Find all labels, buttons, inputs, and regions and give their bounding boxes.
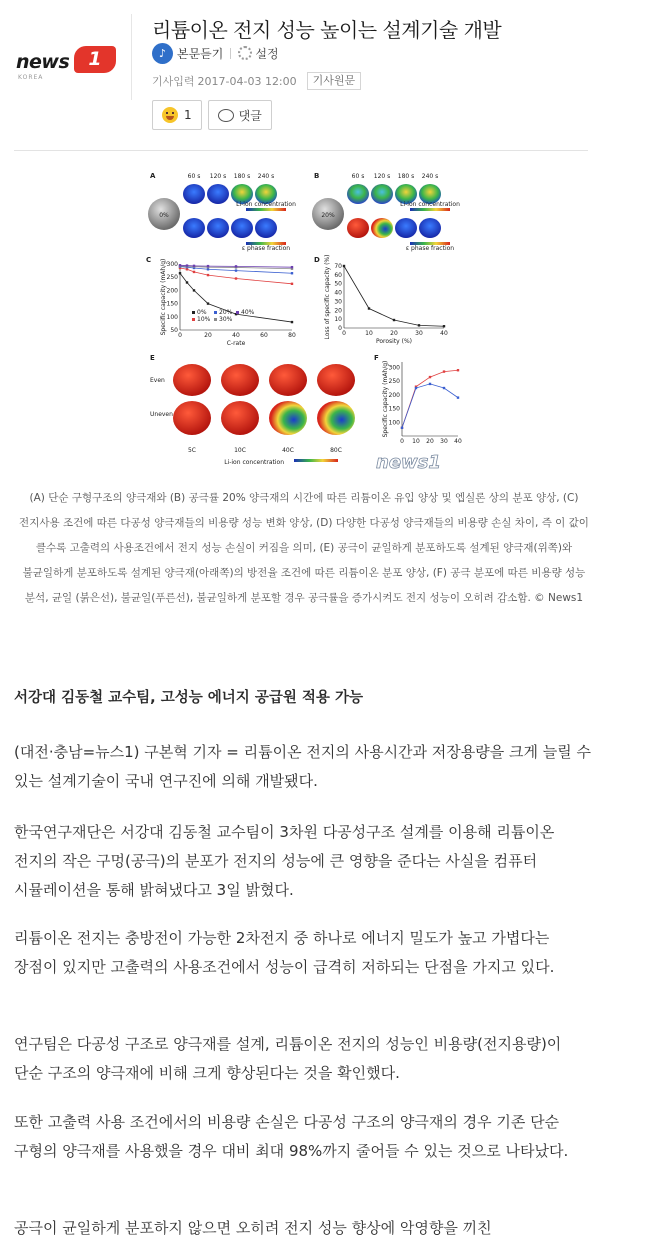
data-point	[291, 266, 293, 268]
even-sphere	[173, 364, 211, 396]
data-point	[235, 277, 237, 279]
logo-word: news	[16, 51, 70, 73]
body-paragraph-6: 공극이 균일하게 분포하지 않으면 오히려 전지 성능 향상에 악영향을 끼친	[14, 1219, 492, 1235]
x-tick-label: 30	[440, 438, 448, 445]
article-figure	[144, 166, 472, 478]
data-point	[443, 387, 445, 389]
legend-label: 0%	[197, 309, 207, 316]
data-point	[429, 383, 431, 385]
settings-button[interactable]: 설정	[255, 46, 279, 61]
reaction-count: 1	[184, 108, 192, 122]
y-axis-label: Specific capacity (mAh/g)	[160, 258, 167, 336]
data-point	[179, 264, 181, 266]
body-paragraph-1: (대전·충남=뉴스1) 구본혁 기자 = 리튬이온 전지의 사용시간과 저장용량을 크게 늘릴 수 있는 설계기술이 국내 연구진에 의해 개발됐다.	[14, 743, 592, 790]
even-sphere	[317, 364, 355, 396]
article-tools	[152, 42, 279, 64]
logo-one: 1	[74, 46, 116, 73]
data-point	[207, 268, 209, 270]
reaction-bar	[152, 100, 278, 130]
panel-a-li-sphere	[183, 184, 205, 204]
x-tick-label: 0	[400, 438, 404, 445]
legend-label: 30%	[219, 316, 233, 323]
x-tick-label: 80	[288, 332, 296, 339]
y-tick-label: 200	[166, 287, 178, 295]
even-sphere	[221, 364, 259, 396]
panel-b-li-colorbar	[410, 208, 450, 211]
y-tick-label: 250	[166, 274, 178, 282]
y-tick-label: 150	[388, 405, 400, 413]
data-point	[457, 369, 459, 371]
x-tick-label: 0	[178, 332, 182, 339]
original-article-button[interactable]: 기사원문	[307, 72, 362, 90]
panel-a-phase-colorbar-label: ε phase fraction	[241, 245, 291, 252]
y-axis-label: Loss of specific capacity (%)	[324, 254, 331, 340]
y-tick-label: 30	[334, 298, 342, 306]
x-tick-label: 60	[260, 332, 268, 339]
x-tick-label: 10	[412, 438, 420, 445]
panel-label-a: A	[150, 172, 156, 180]
series-line	[402, 370, 458, 428]
smile-emoji-icon	[162, 107, 178, 123]
panel-b-li-sphere	[371, 184, 393, 204]
x-tick-label: 30	[415, 330, 423, 337]
chart-c	[160, 259, 296, 347]
data-point	[343, 265, 345, 267]
data-point	[235, 265, 237, 267]
date-label: 기사입력	[152, 75, 195, 88]
data-point	[193, 289, 195, 291]
tool-separator	[230, 48, 231, 59]
panel-a-time-label: 120 s	[209, 173, 227, 180]
figure-caption: (A) 단순 구형구조의 양극재와 (B) 공극률 20% 양극재의 시간에 따른 리튬이온 유입 양상 및 엡실론 상의 분포 양상, (C) 전지사용 조건에 따른 다공성 양극재들의 비용량 성능 변화 양상, (D) 다양한 다공성 양극재들의 비용량 손실 차이, 즉 이 값이 클수록 고출력의 사용조건에서 전지 성능 손실이 커짐을 의미, (E) 공극이 균일하게 분포하도록 설계된 양극재(위쪽)와 불균일하게 분포하도록 설계된 양극재(아래쪽)의 방전율 조건에 따른 리튬이온 분포 양상, (F) 공극 분포에 따른 비용량 성능 분석, 균일 (붉은선), 불균일(푸른선), 불균일하게 분포할 경우 공극률을 증가시켜도 전지 성능이 오히려 감소함. © News1	[19, 492, 589, 604]
chart-d	[324, 255, 448, 345]
panel-a-li-sphere	[207, 184, 229, 204]
e-rate-label: 40C	[282, 447, 294, 454]
x-tick-label: 20	[204, 332, 212, 339]
x-tick-label: 0	[342, 330, 346, 337]
panel-b-phase-colorbar-label: ε phase fraction	[405, 245, 455, 252]
x-tick-label: 40	[440, 330, 448, 337]
body-paragraph-2: 한국연구재단은 서강대 김동철 교수팀이 3차원 다공성구조 설계를 이용해 리튬이온 전지의 작은 구멍(공극)의 분포가 전지의 성능에 큰 영향을 준다는 사실을 컴퓨터 시뮬레이션을 통해 밝혀냈다고 3일 밝혔다.	[14, 823, 555, 899]
panel-b-time-label: 240 s	[421, 173, 439, 180]
article-meta	[152, 72, 361, 90]
y-axis-label: Specific capacity (mAh/g)	[382, 360, 389, 438]
y-tick-label: 70	[334, 263, 342, 270]
legend-marker	[214, 311, 217, 314]
data-point	[291, 321, 293, 323]
data-point	[443, 370, 445, 372]
comment-button[interactable]	[208, 100, 272, 130]
x-axis-label: C-rate	[226, 340, 246, 347]
data-point	[393, 319, 395, 321]
panel-label-c: C	[146, 256, 152, 264]
legend-marker	[192, 318, 195, 321]
panel-a-time-label: 180 s	[233, 173, 251, 180]
panel-label-f: F	[374, 354, 379, 362]
logo-sub: KOREA	[18, 74, 44, 81]
article-title: 리튬이온 전지 성능 높이는 설계기술 개발	[152, 18, 502, 42]
panel-b-phase-sphere	[419, 218, 441, 238]
data-point	[207, 265, 209, 267]
panel-a-phase-sphere	[183, 218, 205, 238]
y-tick-label: 50	[334, 280, 342, 288]
x-tick-label: 20	[390, 330, 398, 337]
news1-watermark: news1	[376, 452, 441, 473]
panel-b-time-label: 180 s	[397, 173, 415, 180]
panel-b-li-sphere	[347, 184, 369, 204]
y-tick-label: 10	[334, 316, 342, 324]
data-point	[443, 325, 445, 327]
data-point	[235, 269, 237, 271]
even-sphere	[269, 364, 307, 396]
panel-b-phase-sphere	[395, 218, 417, 238]
panel-e-colorbar-label: Li-ion concentration	[224, 459, 284, 466]
legend-marker	[214, 318, 217, 321]
gear-icon[interactable]	[238, 46, 252, 60]
y-tick-label: 0	[338, 325, 342, 332]
data-point	[207, 274, 209, 276]
y-tick-label: 40	[334, 289, 342, 297]
panel-label-d: D	[314, 256, 320, 264]
data-point	[291, 272, 293, 274]
legend-marker	[236, 311, 239, 314]
y-tick-label: 50	[170, 327, 178, 334]
article-subtitle: 서강대 김동철 교수팀, 고성능 에너지 공급원 적용 가능	[14, 690, 363, 706]
speech-bubble-icon	[218, 109, 234, 122]
data-point	[179, 272, 181, 274]
y-tick-label: 20	[334, 307, 342, 315]
panel-a-phase-sphere	[231, 218, 253, 238]
data-point	[186, 268, 188, 270]
data-point	[415, 387, 417, 389]
panel-b	[312, 173, 460, 252]
e-rate-label: 10C	[234, 447, 246, 454]
y-tick-label: 100	[388, 419, 400, 427]
panel-a-li-colorbar	[246, 208, 286, 211]
legend-label: 20%	[219, 309, 233, 316]
data-point	[291, 283, 293, 285]
y-tick-label: 100	[166, 313, 178, 321]
y-tick-label: 300	[388, 364, 400, 372]
e-rate-label: 80C	[330, 447, 342, 454]
series-line	[402, 384, 458, 428]
panel-a-phase-sphere	[255, 218, 277, 238]
uneven-sphere	[221, 401, 259, 435]
header-divider	[14, 150, 588, 151]
legend-label: 40%	[241, 309, 255, 316]
panel-a-porosity-label: 0%	[159, 212, 169, 219]
data-point	[207, 302, 209, 304]
panel-b-phase-sphere	[371, 218, 393, 238]
x-tick-label: 20	[426, 438, 434, 445]
panel-e	[173, 364, 355, 466]
article-header	[0, 0, 668, 140]
x-tick-label: 40	[232, 332, 240, 339]
series-line	[344, 266, 444, 326]
y-tick-label: 150	[166, 300, 178, 308]
data-point	[193, 271, 195, 273]
panel-b-time-label: 120 s	[373, 173, 391, 180]
data-point	[401, 427, 403, 429]
e-rate-label: 5C	[187, 447, 197, 454]
data-point	[457, 396, 459, 398]
x-tick-label: 40	[454, 438, 462, 445]
panel-e-colorbar	[294, 459, 338, 462]
data-point	[193, 265, 195, 267]
panel-b-phase-sphere	[347, 218, 369, 238]
uneven-sphere	[317, 401, 355, 435]
figure-svg	[144, 166, 472, 478]
data-point	[186, 281, 188, 283]
uneven-sphere	[269, 401, 307, 435]
row-label-uneven: Uneven	[150, 411, 173, 418]
data-point	[368, 307, 370, 309]
panel-a-time-label: 240 s	[257, 173, 275, 180]
data-point	[429, 376, 431, 378]
legend-marker	[192, 311, 195, 314]
legend-label: 10%	[197, 316, 211, 323]
data-point	[418, 324, 420, 326]
reaction-button[interactable]	[152, 100, 202, 130]
y-tick-label: 200	[388, 391, 400, 399]
x-axis-label: Porosity (%)	[375, 338, 413, 345]
panel-label-e: E	[150, 354, 155, 362]
panel-a-phase-sphere	[207, 218, 229, 238]
panel-b-porosity-label: 20%	[321, 212, 335, 219]
y-tick-label: 250	[388, 378, 400, 386]
y-tick-label: 300	[166, 261, 178, 268]
body-paragraph-3: 리튬이온 전지는 충방전이 가능한 2차전지 중 하나로 에너지 밀도가 높고 가볍다는 장점이 있지만 고출력의 사용조건에서 성능이 급격히 저하되는 단점을 가지고 있다.	[14, 929, 555, 976]
panel-label-b: B	[314, 172, 320, 180]
data-point	[186, 264, 188, 266]
date-value: 2017-04-03 12:00	[197, 74, 297, 88]
panel-a	[148, 173, 296, 252]
panel-b-li-colorbar-label: Li-ion concentration	[400, 201, 460, 208]
body-paragraph-4: 연구팀은 다공성 구조로 양극재를 설계, 리튬이온 전지의 성능인 비용량(전지용량)이 단순 구조의 양극재에 비해 크게 향상된다는 것을 확인했다.	[14, 1035, 562, 1082]
panel-b-time-label: 60 s	[351, 173, 365, 180]
panel-a-time-label: 60 s	[187, 173, 201, 180]
y-tick-label: 60	[334, 271, 342, 279]
body-paragraph-5: 또한 고출력 사용 조건에서의 비용량 손실은 다공성 구조의 양극재의 경우 기존 단순 구형의 양극재를 사용했을 경우 대비 최대 98%까지 줄어들 수 있는 것으로 나타났다.	[14, 1113, 569, 1160]
x-tick-label: 10	[365, 330, 373, 337]
comment-label: 댓글	[238, 108, 262, 123]
news1-logo[interactable]	[14, 46, 118, 80]
uneven-sphere	[173, 401, 211, 435]
panel-a-li-colorbar-label: Li-ion concentration	[236, 201, 296, 208]
tts-button[interactable]: 본문듣기	[177, 46, 224, 61]
chart-f	[382, 361, 462, 445]
row-label-even: Even	[150, 377, 165, 384]
headphone-icon[interactable]: ♪	[152, 43, 173, 64]
